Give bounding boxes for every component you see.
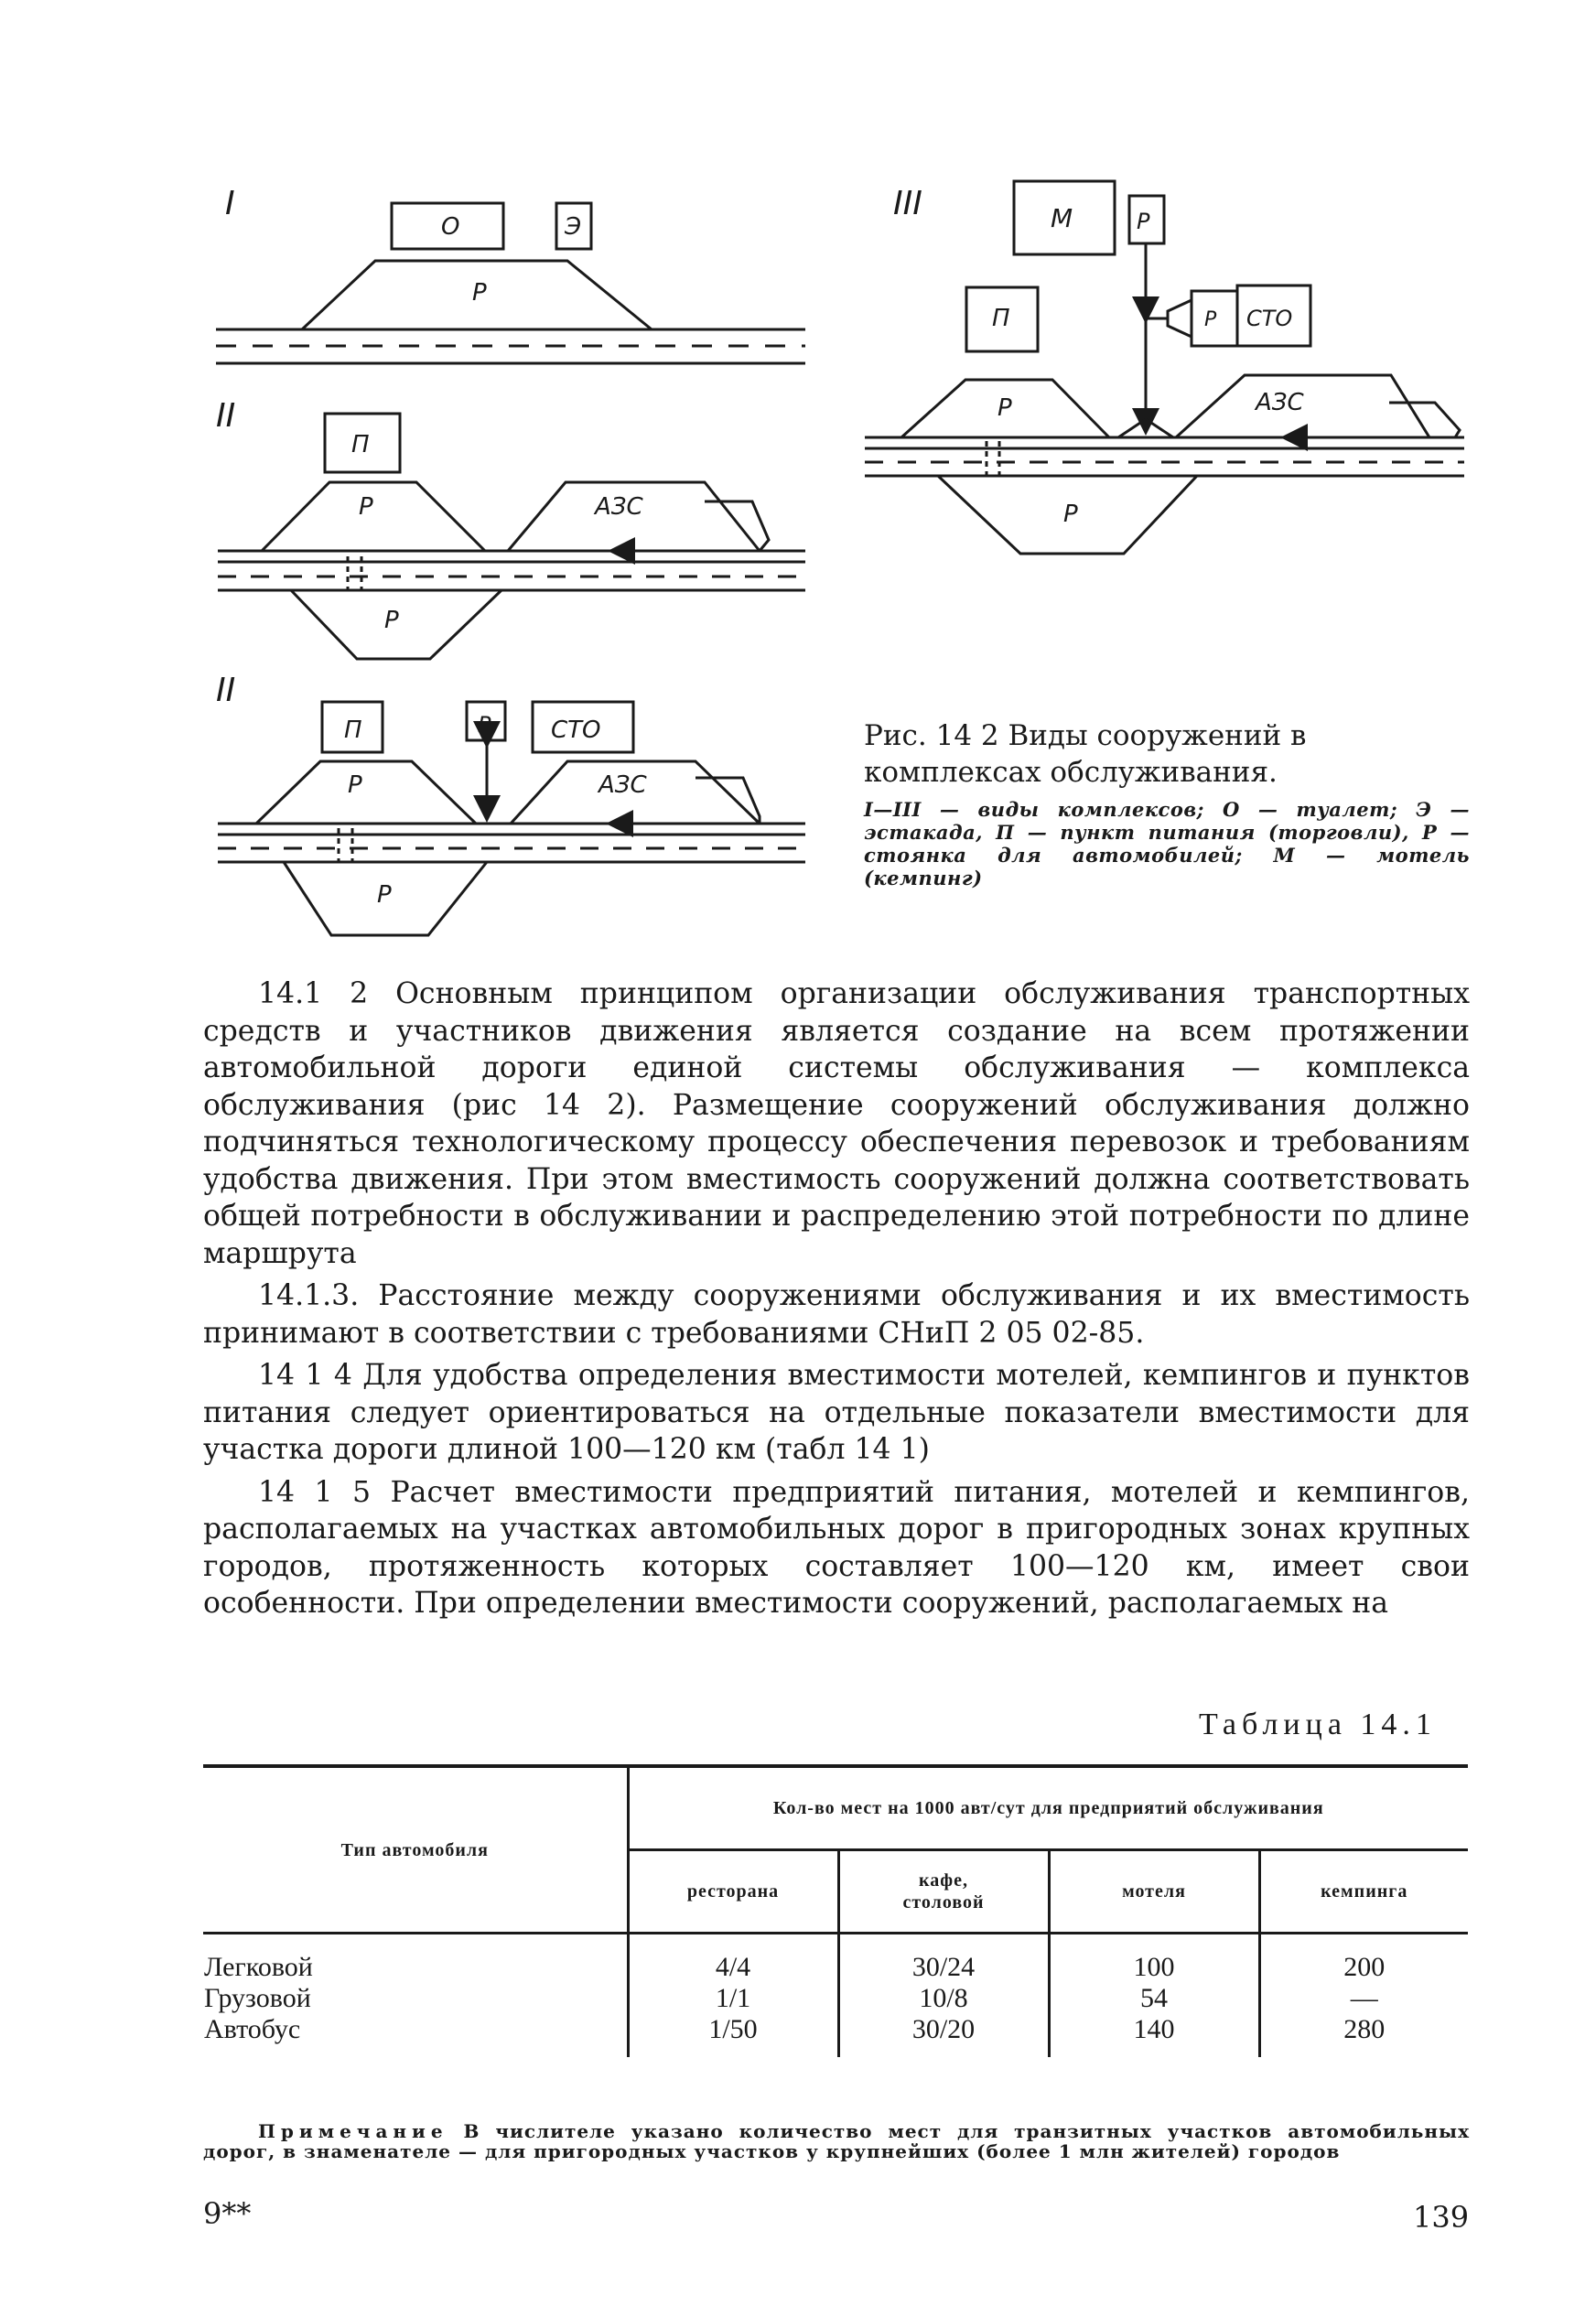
label-parking: Р (377, 881, 392, 909)
header-camping: кемпинга (1321, 1881, 1408, 1902)
cell-type: Автобус (203, 2014, 628, 2057)
note-label: Примечание (258, 2120, 448, 2142)
cell-value: 1/1 (628, 1983, 838, 2014)
label-parking: Р (998, 394, 1012, 422)
label-parking: Р (478, 712, 491, 738)
label-service-station: СТО (551, 717, 601, 744)
label-parking: Р (359, 493, 373, 521)
cell-value: — (1350, 1983, 1378, 2013)
panel-label-2b: II (216, 672, 236, 709)
paragraph: 14.1.3. Расстояние между сооружениями обслуживания и их вместимость принимают в соответствии с требованиями СНиП 2 05 02-85. (203, 1279, 1470, 1350)
header-motel: мотеля (1122, 1881, 1186, 1902)
cell-value: 200 (1343, 1952, 1386, 1982)
table-note (203, 2121, 1470, 2161)
label-overpass: Э (565, 213, 582, 241)
label-motel: М (1051, 203, 1073, 233)
cell-value: 100 (1049, 1934, 1259, 1984)
label-parking: Р (1204, 308, 1217, 331)
table-14-1 (203, 1764, 1468, 2057)
label-gas-station: АЗС (595, 493, 643, 521)
cell-value: 10/8 (838, 1983, 1049, 2014)
paragraph: 14.1 2 Основным принципом организации обслуживания транспортных средств и участников движения является создание на всем протяжении автомобильной дороги единой системы обслуживания — комплекса обслуживания (рис 14 2). Размещение сооружений обслуживания должно подчиняться технологическому процессу обеспечения перевозок и требованиям удобства движения. При этом вместимость сооружений должна соответствовать общей потребности в обслуживании и распределению этой потребности по длине маршрута (203, 977, 1470, 1270)
cell-type: Грузовой (203, 1983, 628, 2014)
panel-2b-scheme (218, 702, 805, 935)
label-toilet: О (441, 213, 460, 241)
body-text (203, 975, 1470, 1622)
label-parking: Р (1063, 501, 1078, 528)
panel-3-scheme (865, 181, 1464, 554)
label-parking: Р (1137, 209, 1150, 234)
header-group: Кол-во мест на 1000 авт/сут для предприятий обслуживания (772, 1798, 1324, 1818)
paragraph: 14 1 4 Для удобства определения вместимости мотелей, кемпингов и пунктов питания следует ориентироваться на отдельные показатели вместимости для участка дороги длиной 100—120 км (табл 14 1) (203, 1359, 1470, 1466)
header-cafe: кафе, столовой (902, 1870, 985, 1913)
cell-value: 1/50 (628, 2014, 838, 2057)
header-restaurant: ресторана (686, 1881, 780, 1902)
label-food: П (344, 717, 362, 744)
panel-label-2: II (216, 397, 236, 435)
table-row (203, 2014, 1468, 2057)
label-parking: Р (348, 771, 362, 799)
label-food: П (351, 431, 370, 458)
label-gas-station: АЗС (1256, 389, 1304, 416)
table-title: Таблица 14.1 (1199, 1708, 1437, 1741)
label-parking: Р (384, 607, 399, 634)
panel-label-1: I (225, 185, 235, 222)
paragraph: 14 1 5 Расчет вместимости предприятий питания, мотелей и кемпингов, располагаемых на участках автомобильных дорог в пригородных зонах крупных городов, протяженность которых составляет 100—120 км, имеет свои особенности. При определении вместимости сооружений, располагаемых на (203, 1475, 1470, 1620)
cell-value: 54 (1049, 1983, 1259, 2014)
figure-caption-legend: I—III — виды комплексов; О — туалет; Э — эстакада, П — пункт питания (торговли), Р — стоянка для автомобилей; М — мотель (кемпинг) (864, 798, 1470, 889)
panel-label-3: III (893, 185, 922, 222)
cell-value: 140 (1049, 2014, 1259, 2057)
cell-value: 30/24 (838, 1934, 1049, 1984)
cell-value: 280 (1343, 2014, 1386, 2044)
label-parking: Р (472, 279, 487, 307)
note-text: В числителе указано количество мест для транзитных участков автомобильных дорог, в знаменателе — для пригородных участков у крупнейших (более 1 млн жителей) городов (203, 2120, 1470, 2162)
panel-2-scheme (218, 414, 805, 659)
panel-1-scheme (216, 203, 805, 363)
table-row (203, 1934, 1468, 1984)
label-service-station: СТО (1246, 306, 1293, 331)
signature-mark: 9** (203, 2196, 252, 2231)
page-number: 139 (1413, 2200, 1470, 2235)
figure-caption-title: Рис. 14 2 Виды сооружений в комплексах обслуживания. (864, 719, 1307, 789)
label-gas-station: АЗС (598, 771, 647, 799)
cell-value: 4/4 (628, 1934, 838, 1984)
header-vehicle-type: Тип автомобиля (340, 1839, 489, 1860)
cell-type: Легковой (203, 1934, 628, 1984)
label-food: П (992, 305, 1010, 332)
cell-value: 30/20 (838, 2014, 1049, 2057)
table-row (203, 1983, 1468, 2014)
